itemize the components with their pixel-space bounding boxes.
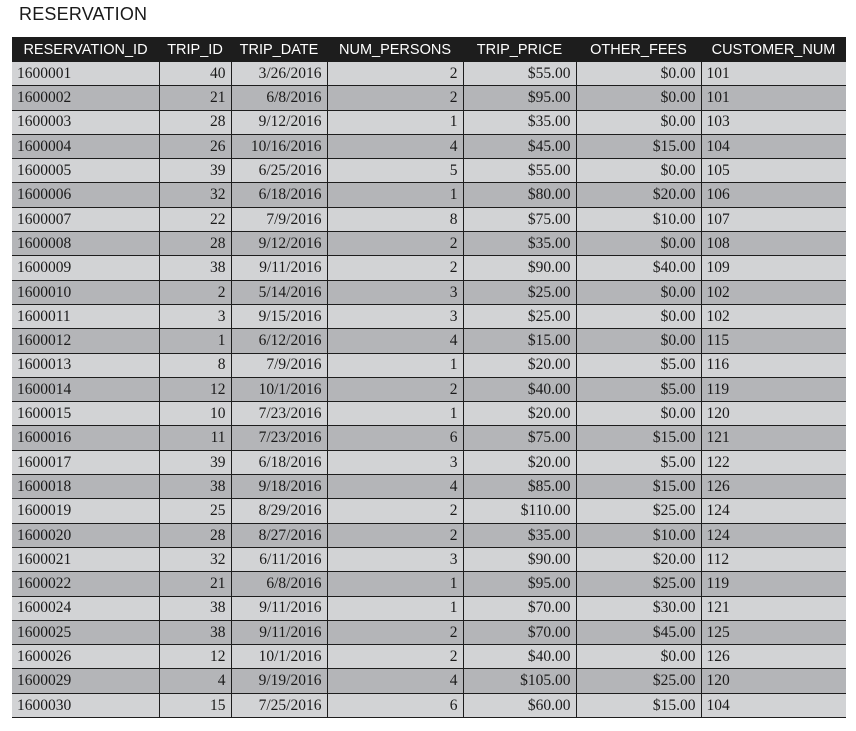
cell-other-fees: $5.00 xyxy=(576,353,701,377)
reservation-table xyxy=(12,37,846,718)
table-row xyxy=(12,669,846,693)
cell-trip-id: 21 xyxy=(159,86,231,110)
cell-num-persons: 8 xyxy=(327,207,463,231)
cell-num-persons: 1 xyxy=(327,572,463,596)
cell-num-persons: 2 xyxy=(327,620,463,644)
cell-trip-id: 25 xyxy=(159,499,231,523)
cell-trip-id: 4 xyxy=(159,669,231,693)
cell-other-fees: $20.00 xyxy=(576,183,701,207)
cell-other-fees: $0.00 xyxy=(576,86,701,110)
cell-customer-num: 119 xyxy=(701,377,846,401)
cell-other-fees: $0.00 xyxy=(576,329,701,353)
cell-num-persons: 5 xyxy=(327,159,463,183)
cell-trip-date: 8/27/2016 xyxy=(231,523,327,547)
cell-other-fees: $15.00 xyxy=(576,475,701,499)
cell-reservation-id: 1600001 xyxy=(12,62,159,86)
table-row xyxy=(12,475,846,499)
cell-trip-id: 38 xyxy=(159,475,231,499)
table-row xyxy=(12,596,846,620)
cell-trip-date: 7/23/2016 xyxy=(231,426,327,450)
table-header xyxy=(12,37,846,62)
cell-customer-num: 121 xyxy=(701,426,846,450)
table-row xyxy=(12,207,846,231)
cell-trip-id: 15 xyxy=(159,693,231,717)
cell-trip-date: 9/11/2016 xyxy=(231,256,327,280)
cell-trip-date: 9/18/2016 xyxy=(231,475,327,499)
table-row xyxy=(12,426,846,450)
cell-customer-num: 104 xyxy=(701,134,846,158)
cell-customer-num: 106 xyxy=(701,183,846,207)
cell-trip-id: 39 xyxy=(159,159,231,183)
cell-num-persons: 4 xyxy=(327,669,463,693)
cell-customer-num: 108 xyxy=(701,232,846,256)
cell-trip-id: 38 xyxy=(159,596,231,620)
cell-other-fees: $25.00 xyxy=(576,572,701,596)
header-row xyxy=(12,37,846,62)
cell-reservation-id: 1600007 xyxy=(12,207,159,231)
table-row xyxy=(12,329,846,353)
table-row xyxy=(12,572,846,596)
column-header-customer-num: CUSTOMER_NUM xyxy=(701,37,846,62)
cell-trip-price: $20.00 xyxy=(463,353,576,377)
cell-trip-price: $75.00 xyxy=(463,207,576,231)
cell-trip-date: 9/11/2016 xyxy=(231,620,327,644)
cell-trip-id: 32 xyxy=(159,183,231,207)
cell-trip-price: $80.00 xyxy=(463,183,576,207)
column-header-other-fees: OTHER_FEES xyxy=(576,37,701,62)
cell-customer-num: 101 xyxy=(701,86,846,110)
cell-trip-price: $20.00 xyxy=(463,450,576,474)
cell-trip-date: 10/16/2016 xyxy=(231,134,327,158)
cell-reservation-id: 1600020 xyxy=(12,523,159,547)
cell-reservation-id: 1600021 xyxy=(12,547,159,571)
cell-trip-id: 2 xyxy=(159,280,231,304)
cell-trip-price: $85.00 xyxy=(463,475,576,499)
cell-trip-price: $90.00 xyxy=(463,256,576,280)
cell-num-persons: 1 xyxy=(327,402,463,426)
cell-other-fees: $20.00 xyxy=(576,547,701,571)
cell-customer-num: 116 xyxy=(701,353,846,377)
cell-customer-num: 101 xyxy=(701,62,846,86)
cell-num-persons: 6 xyxy=(327,693,463,717)
cell-reservation-id: 1600005 xyxy=(12,159,159,183)
cell-trip-date: 9/11/2016 xyxy=(231,596,327,620)
table-row xyxy=(12,523,846,547)
cell-trip-id: 1 xyxy=(159,329,231,353)
cell-other-fees: $5.00 xyxy=(576,450,701,474)
table-row xyxy=(12,110,846,134)
cell-num-persons: 2 xyxy=(327,377,463,401)
cell-reservation-id: 1600017 xyxy=(12,450,159,474)
cell-num-persons: 1 xyxy=(327,596,463,620)
table-row xyxy=(12,402,846,426)
table-row xyxy=(12,86,846,110)
cell-trip-price: $40.00 xyxy=(463,377,576,401)
cell-other-fees: $10.00 xyxy=(576,207,701,231)
cell-trip-date: 6/18/2016 xyxy=(231,450,327,474)
cell-trip-id: 12 xyxy=(159,645,231,669)
cell-other-fees: $15.00 xyxy=(576,693,701,717)
column-header-reservation-id: RESERVATION_ID xyxy=(12,37,159,62)
table-row xyxy=(12,232,846,256)
cell-num-persons: 1 xyxy=(327,353,463,377)
cell-num-persons: 2 xyxy=(327,256,463,280)
cell-num-persons: 3 xyxy=(327,304,463,328)
cell-trip-price: $70.00 xyxy=(463,620,576,644)
cell-trip-date: 6/8/2016 xyxy=(231,86,327,110)
table-row xyxy=(12,450,846,474)
cell-reservation-id: 1600019 xyxy=(12,499,159,523)
table-row xyxy=(12,547,846,571)
table-row xyxy=(12,353,846,377)
cell-trip-price: $35.00 xyxy=(463,523,576,547)
cell-customer-num: 121 xyxy=(701,596,846,620)
cell-trip-date: 5/14/2016 xyxy=(231,280,327,304)
cell-customer-num: 102 xyxy=(701,304,846,328)
cell-trip-date: 7/25/2016 xyxy=(231,693,327,717)
cell-reservation-id: 1600022 xyxy=(12,572,159,596)
cell-trip-date: 9/19/2016 xyxy=(231,669,327,693)
cell-trip-price: $60.00 xyxy=(463,693,576,717)
cell-trip-date: 7/23/2016 xyxy=(231,402,327,426)
table-row xyxy=(12,645,846,669)
cell-customer-num: 124 xyxy=(701,523,846,547)
cell-trip-id: 26 xyxy=(159,134,231,158)
cell-other-fees: $0.00 xyxy=(576,402,701,426)
cell-other-fees: $0.00 xyxy=(576,62,701,86)
cell-trip-price: $75.00 xyxy=(463,426,576,450)
table-body xyxy=(12,62,846,718)
cell-customer-num: 112 xyxy=(701,547,846,571)
cell-num-persons: 3 xyxy=(327,547,463,571)
cell-customer-num: 120 xyxy=(701,669,846,693)
column-header-trip-id: TRIP_ID xyxy=(159,37,231,62)
cell-customer-num: 109 xyxy=(701,256,846,280)
cell-reservation-id: 1600030 xyxy=(12,693,159,717)
cell-reservation-id: 1600002 xyxy=(12,86,159,110)
cell-trip-price: $55.00 xyxy=(463,62,576,86)
cell-trip-id: 28 xyxy=(159,110,231,134)
cell-customer-num: 125 xyxy=(701,620,846,644)
table-row xyxy=(12,159,846,183)
table-row xyxy=(12,377,846,401)
cell-trip-date: 6/18/2016 xyxy=(231,183,327,207)
cell-num-persons: 1 xyxy=(327,183,463,207)
cell-trip-date: 6/11/2016 xyxy=(231,547,327,571)
cell-customer-num: 104 xyxy=(701,693,846,717)
cell-trip-date: 10/1/2016 xyxy=(231,645,327,669)
table-row xyxy=(12,256,846,280)
cell-reservation-id: 1600004 xyxy=(12,134,159,158)
cell-trip-id: 38 xyxy=(159,256,231,280)
cell-reservation-id: 1600025 xyxy=(12,620,159,644)
cell-trip-id: 12 xyxy=(159,377,231,401)
cell-num-persons: 2 xyxy=(327,62,463,86)
cell-trip-date: 8/29/2016 xyxy=(231,499,327,523)
cell-reservation-id: 1600008 xyxy=(12,232,159,256)
cell-trip-price: $45.00 xyxy=(463,134,576,158)
cell-num-persons: 2 xyxy=(327,232,463,256)
cell-trip-date: 6/8/2016 xyxy=(231,572,327,596)
table-row xyxy=(12,304,846,328)
cell-customer-num: 115 xyxy=(701,329,846,353)
cell-trip-price: $70.00 xyxy=(463,596,576,620)
cell-trip-id: 22 xyxy=(159,207,231,231)
cell-trip-id: 3 xyxy=(159,304,231,328)
cell-num-persons: 2 xyxy=(327,86,463,110)
cell-trip-id: 39 xyxy=(159,450,231,474)
table-row xyxy=(12,62,846,86)
cell-trip-date: 9/12/2016 xyxy=(231,232,327,256)
cell-other-fees: $15.00 xyxy=(576,426,701,450)
cell-trip-price: $90.00 xyxy=(463,547,576,571)
cell-trip-date: 7/9/2016 xyxy=(231,207,327,231)
cell-num-persons: 1 xyxy=(327,110,463,134)
column-header-num-persons: NUM_PERSONS xyxy=(327,37,463,62)
column-header-trip-date: TRIP_DATE xyxy=(231,37,327,62)
cell-customer-num: 105 xyxy=(701,159,846,183)
cell-other-fees: $30.00 xyxy=(576,596,701,620)
cell-other-fees: $0.00 xyxy=(576,159,701,183)
cell-trip-id: 32 xyxy=(159,547,231,571)
cell-customer-num: 102 xyxy=(701,280,846,304)
cell-customer-num: 124 xyxy=(701,499,846,523)
table-row xyxy=(12,134,846,158)
cell-customer-num: 120 xyxy=(701,402,846,426)
cell-num-persons: 4 xyxy=(327,475,463,499)
cell-customer-num: 126 xyxy=(701,645,846,669)
cell-num-persons: 4 xyxy=(327,329,463,353)
cell-other-fees: $25.00 xyxy=(576,669,701,693)
cell-other-fees: $40.00 xyxy=(576,256,701,280)
cell-reservation-id: 1600026 xyxy=(12,645,159,669)
cell-customer-num: 107 xyxy=(701,207,846,231)
table-row xyxy=(12,693,846,717)
cell-other-fees: $0.00 xyxy=(576,232,701,256)
cell-trip-date: 6/25/2016 xyxy=(231,159,327,183)
cell-reservation-id: 1600009 xyxy=(12,256,159,280)
cell-trip-date: 6/12/2016 xyxy=(231,329,327,353)
cell-trip-price: $95.00 xyxy=(463,86,576,110)
cell-customer-num: 126 xyxy=(701,475,846,499)
cell-reservation-id: 1600006 xyxy=(12,183,159,207)
cell-num-persons: 2 xyxy=(327,523,463,547)
cell-other-fees: $25.00 xyxy=(576,499,701,523)
cell-trip-date: 9/12/2016 xyxy=(231,110,327,134)
cell-reservation-id: 1600029 xyxy=(12,669,159,693)
cell-reservation-id: 1600003 xyxy=(12,110,159,134)
cell-reservation-id: 1600024 xyxy=(12,596,159,620)
cell-trip-id: 38 xyxy=(159,620,231,644)
table-row xyxy=(12,499,846,523)
cell-trip-price: $55.00 xyxy=(463,159,576,183)
cell-reservation-id: 1600018 xyxy=(12,475,159,499)
cell-other-fees: $15.00 xyxy=(576,134,701,158)
cell-customer-num: 119 xyxy=(701,572,846,596)
cell-customer-num: 103 xyxy=(701,110,846,134)
cell-trip-price: $95.00 xyxy=(463,572,576,596)
cell-trip-price: $25.00 xyxy=(463,304,576,328)
cell-trip-id: 40 xyxy=(159,62,231,86)
cell-trip-price: $110.00 xyxy=(463,499,576,523)
cell-trip-id: 21 xyxy=(159,572,231,596)
cell-other-fees: $10.00 xyxy=(576,523,701,547)
cell-reservation-id: 1600010 xyxy=(12,280,159,304)
cell-other-fees: $5.00 xyxy=(576,377,701,401)
cell-trip-id: 10 xyxy=(159,402,231,426)
column-header-trip-price: TRIP_PRICE xyxy=(463,37,576,62)
cell-reservation-id: 1600015 xyxy=(12,402,159,426)
cell-trip-date: 3/26/2016 xyxy=(231,62,327,86)
table-row xyxy=(12,620,846,644)
cell-num-persons: 2 xyxy=(327,645,463,669)
cell-trip-date: 7/9/2016 xyxy=(231,353,327,377)
cell-trip-price: $20.00 xyxy=(463,402,576,426)
cell-other-fees: $45.00 xyxy=(576,620,701,644)
cell-num-persons: 2 xyxy=(327,499,463,523)
cell-reservation-id: 1600014 xyxy=(12,377,159,401)
cell-trip-price: $25.00 xyxy=(463,280,576,304)
cell-reservation-id: 1600016 xyxy=(12,426,159,450)
cell-other-fees: $0.00 xyxy=(576,304,701,328)
cell-trip-price: $15.00 xyxy=(463,329,576,353)
cell-reservation-id: 1600013 xyxy=(12,353,159,377)
cell-trip-price: $105.00 xyxy=(463,669,576,693)
cell-trip-date: 10/1/2016 xyxy=(231,377,327,401)
cell-trip-id: 28 xyxy=(159,232,231,256)
table-row xyxy=(12,183,846,207)
cell-num-persons: 6 xyxy=(327,426,463,450)
cell-trip-date: 9/15/2016 xyxy=(231,304,327,328)
cell-other-fees: $0.00 xyxy=(576,110,701,134)
cell-reservation-id: 1600012 xyxy=(12,329,159,353)
cell-num-persons: 3 xyxy=(327,280,463,304)
cell-trip-id: 11 xyxy=(159,426,231,450)
cell-trip-id: 28 xyxy=(159,523,231,547)
cell-trip-price: $40.00 xyxy=(463,645,576,669)
table-row xyxy=(12,280,846,304)
cell-num-persons: 3 xyxy=(327,450,463,474)
cell-reservation-id: 1600011 xyxy=(12,304,159,328)
table-title: RESERVATION xyxy=(19,4,148,24)
cell-num-persons: 4 xyxy=(327,134,463,158)
cell-trip-id: 8 xyxy=(159,353,231,377)
cell-customer-num: 122 xyxy=(701,450,846,474)
cell-trip-price: $35.00 xyxy=(463,232,576,256)
cell-other-fees: $0.00 xyxy=(576,280,701,304)
cell-other-fees: $0.00 xyxy=(576,645,701,669)
cell-trip-price: $35.00 xyxy=(463,110,576,134)
